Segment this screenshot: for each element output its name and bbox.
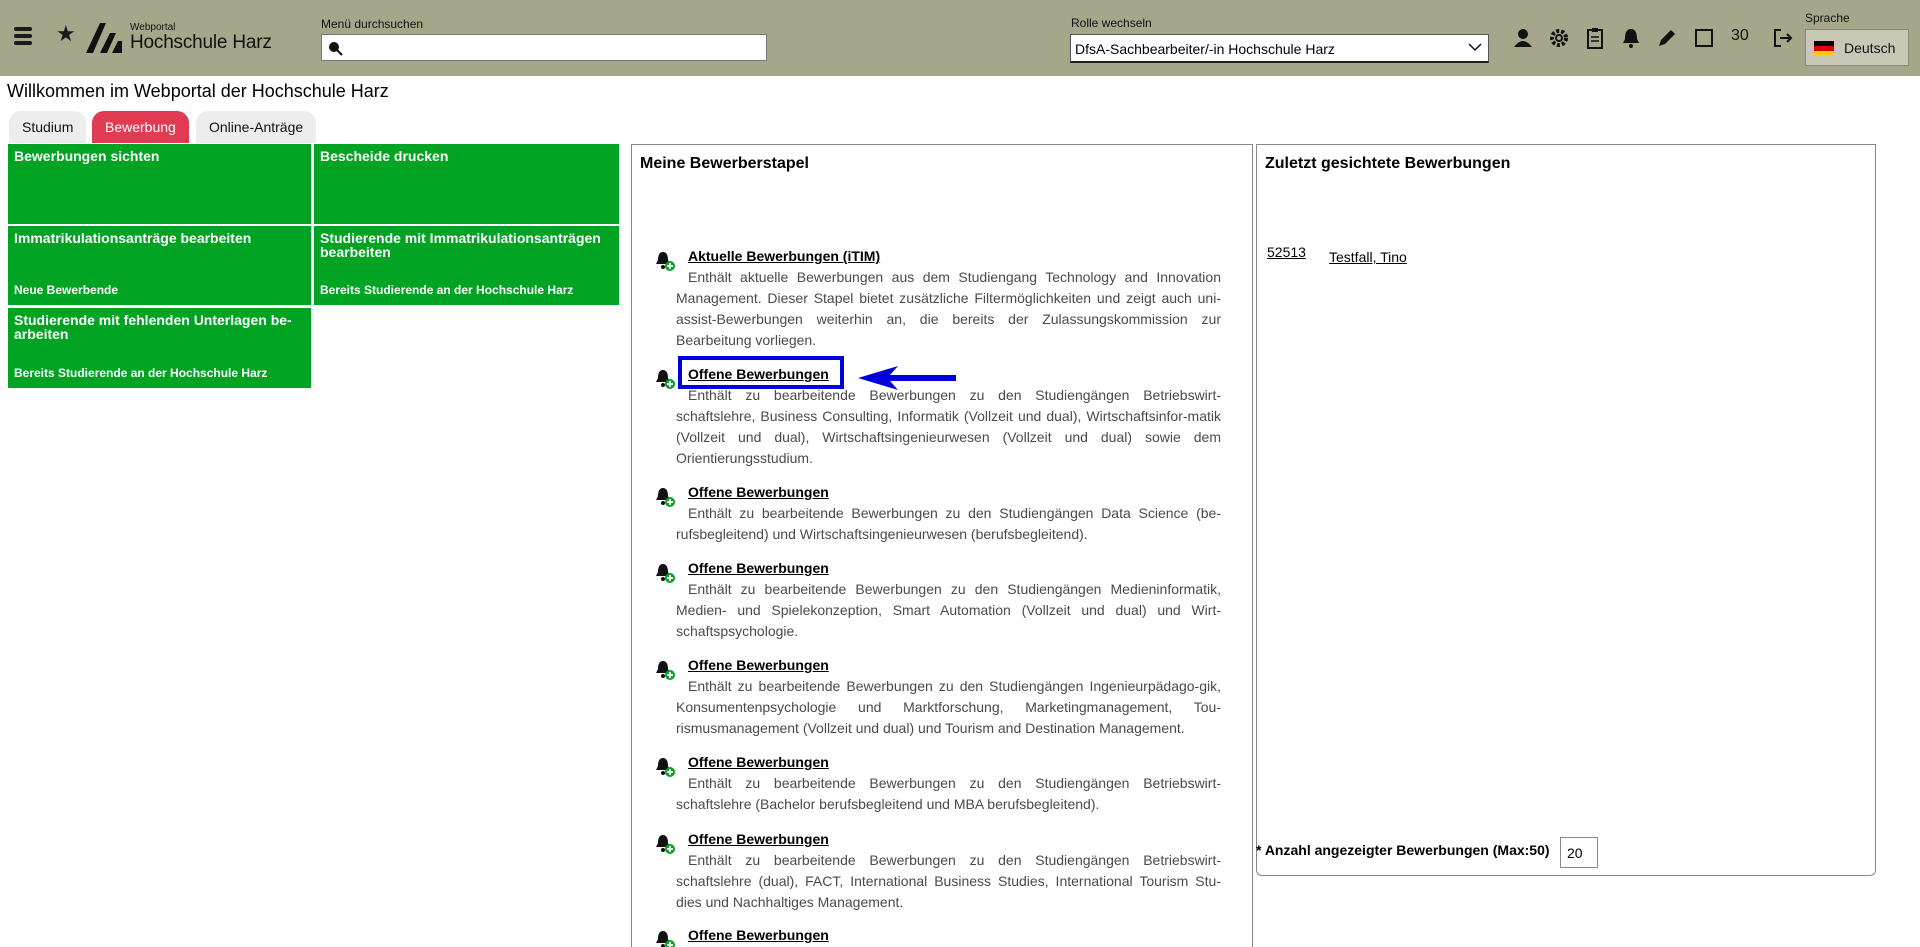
bell-add-icon[interactable] — [654, 486, 676, 508]
stacks-panel — [631, 144, 1253, 947]
language-label: Sprache — [1805, 11, 1850, 25]
stack-description: Enthält zu bearbeitende Bewerbungen zu den Studiengängen Ingenieurpädago-gik, Konsumentenpsychologie und Marktforschung, Marketingmanagement, Tou-rismusmanagement (Vollzeit und dual) und Tourism and Destination Management. — [676, 678, 1221, 736]
tile-title: Bescheide drucken — [320, 148, 449, 164]
count-input[interactable] — [1560, 837, 1598, 868]
logo[interactable] — [86, 21, 286, 57]
role-label: Rolle wechseln — [1071, 16, 1152, 30]
clipboard-icon[interactable] — [1584, 27, 1606, 49]
square-icon[interactable] — [1693, 27, 1715, 49]
stack-link[interactable]: Offene Bewerbungen — [688, 560, 829, 576]
language-value: Deutsch — [1844, 40, 1896, 56]
stack-link[interactable]: Offene Bewerbungen — [688, 927, 829, 943]
logo-big-text: Hochschule Harz — [130, 32, 272, 53]
bell-add-icon[interactable] — [654, 250, 676, 272]
stack-description: Enthält zu bearbeitende Bewerbungen zu den Studiengängen Betriebswirt-schaftslehre (dual), FACT, International Business Studies, International Tourism Stu-dies und Nachhaltiges Management. — [676, 852, 1221, 910]
count-label: * Anzahl angezeigter Bewerbungen (Max:50) — [1256, 842, 1550, 858]
bell-add-icon[interactable] — [654, 659, 676, 681]
bell-icon[interactable] — [1620, 27, 1642, 49]
search-label: Menü durchsuchen — [321, 17, 424, 31]
highlight-box — [678, 356, 844, 389]
tab-studium[interactable]: Studium — [9, 111, 86, 143]
stacks-title: Meine Bewerberstapel — [640, 155, 809, 172]
bell-add-icon[interactable] — [654, 833, 676, 855]
stack-description: Enthält aktuelle Bewerbungen aus dem Studiengang Technology and Innovation Management. Dieser Stapel bietet zusätzliche Filtermöglichkeiten und zeigt auch uni-assist-Bewerbungen weiterhin an, die bereits der Zulassungskommission zur Bearbeitung vorliegen. — [676, 269, 1221, 348]
tile-immatrikulationsantraege[interactable] — [8, 226, 311, 305]
search-input[interactable] — [322, 35, 766, 60]
tile-fehlende-unterlagen[interactable] — [8, 308, 311, 388]
bell-add-icon[interactable] — [654, 929, 676, 947]
tile-studierende-immatrikulationsantraege[interactable] — [314, 226, 619, 305]
tile-bescheide-drucken[interactable] — [314, 144, 619, 224]
pencil-icon[interactable] — [1656, 27, 1678, 49]
top-bar — [0, 0, 1920, 76]
star-icon[interactable]: ★ — [56, 22, 76, 47]
search-box — [321, 34, 767, 61]
tile-title: Immatrikulationsanträge bearbeiten — [14, 230, 252, 246]
stack-link[interactable]: Offene Bewerbungen — [688, 831, 829, 847]
bell-add-icon[interactable] — [654, 756, 676, 778]
stack-description: Enthält zu bearbeitende Bewerbungen zu den Studiengängen Betriebswirt-schaftslehre (Bachelor berufsbegleitend und MBA berufsbegleitend). — [676, 775, 1221, 812]
tab-bewerbung[interactable]: Bewerbung — [92, 111, 189, 143]
stack-link[interactable]: Offene Bewerbungen — [688, 657, 829, 673]
stack-description: Enthält zu bearbeitende Bewerbungen zu den Studiengängen Medieninformatik, Medien- und Spielekonzeption, Smart Automation (Vollzeit und dual) und Wirt-schaftspsychologie. — [676, 581, 1221, 639]
search-icon — [327, 40, 343, 56]
german-flag-icon — [1814, 41, 1834, 56]
tab-online-antraege[interactable]: Online-Anträge — [196, 111, 316, 143]
stack-link[interactable]: Offene Bewerbungen — [688, 754, 829, 770]
stack-description: Enthält zu bearbeitende Bewerbungen zu den Studiengängen Data Science (be-rufsbegleitend) und Wirtschaftsingenieurwesen (berufsbegleitend). — [676, 505, 1221, 542]
chevron-down-icon — [1468, 40, 1482, 54]
stack-description: Enthält zu bearbeitende Bewerbungen zu den Studiengängen Betriebswirt-schaftslehre, Business Consulting, Informatik (Vollzeit und dual), Wirtschaftsinfor-matik (Vollzeit und dual), Wirtschaftsingenieurwesen (Vollzeit und dual) sowie dem Orientierungsstudium. — [676, 387, 1221, 466]
tile-subtitle: Bereits Studierende an der Hochschule Harz — [320, 283, 574, 297]
tile-title: Bewerbungen sichten — [14, 148, 160, 164]
recent-item-name[interactable]: Testfall, Tino — [1329, 249, 1407, 265]
bell-add-icon[interactable] — [654, 562, 676, 584]
tile-subtitle: Neue Bewerbende — [14, 283, 119, 297]
arrow-left-icon — [858, 365, 958, 391]
role-select[interactable] — [1070, 34, 1489, 63]
bell-add-icon[interactable] — [654, 368, 676, 390]
language-button[interactable] — [1805, 29, 1909, 66]
tile-bewerbungen-sichten[interactable] — [8, 144, 311, 224]
menu-icon[interactable] — [14, 27, 32, 47]
session-counter: 30 — [1731, 27, 1749, 44]
recent-item-id[interactable]: 52513 — [1267, 244, 1306, 260]
logo-small-text: Webportal — [130, 22, 176, 33]
stack-link[interactable]: Offene Bewerbungen — [688, 484, 829, 500]
stack-link[interactable]: Offene Bewerbungen — [688, 366, 829, 382]
logo-mark-icon — [86, 23, 122, 53]
role-value: DfsA-Sachbearbeiter/-in Hochschule Harz — [1075, 41, 1335, 57]
page-title: Willkommen im Webportal der Hochschule Harz — [7, 81, 389, 101]
tile-title: Studierende mit Immatrikulationsanträgen bearbeiten — [320, 230, 601, 260]
person-icon[interactable] — [1512, 27, 1534, 49]
recent-title: Zuletzt gesichtete Bewerbungen — [1265, 155, 1511, 172]
tile-title: Studierende mit fehlenden Unterlagen be-arbeiten — [14, 312, 292, 342]
gear-icon[interactable] — [1548, 27, 1570, 49]
logout-icon[interactable] — [1772, 27, 1794, 49]
stack-link[interactable]: Aktuelle Bewerbungen (iTIM) — [688, 248, 881, 264]
tile-subtitle: Bereits Studierende an der Hochschule Harz — [14, 366, 268, 380]
